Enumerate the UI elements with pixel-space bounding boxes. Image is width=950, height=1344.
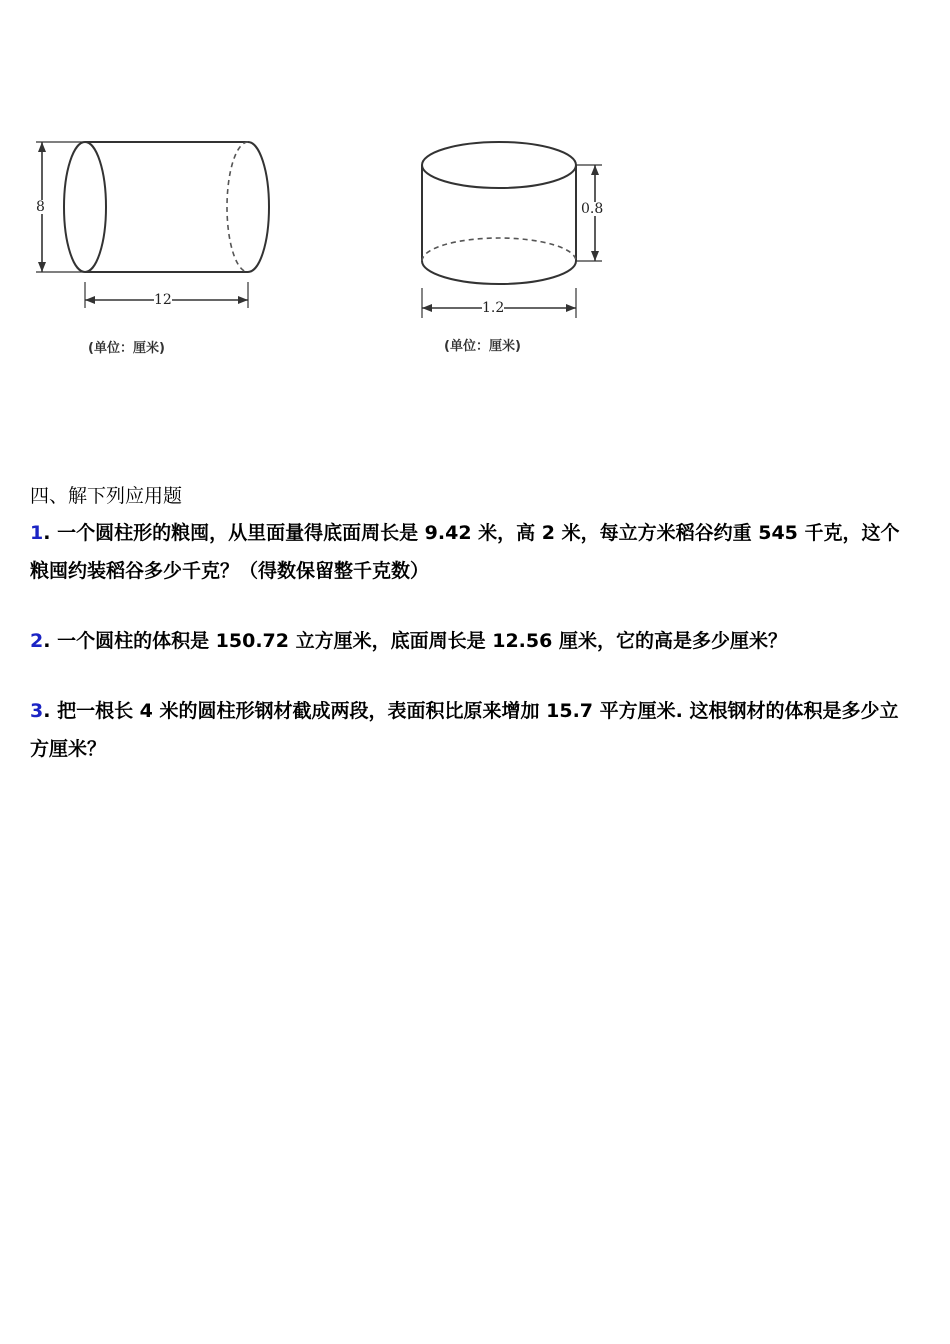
height-arrow-top [591, 165, 599, 175]
height-label: 8 [36, 199, 45, 215]
height-label: 0.8 [581, 201, 604, 217]
cylinder-right-face-hidden [227, 142, 248, 272]
problem-text: . 把一根长 4 米的圆柱形钢材截成两段，表面积比原来增加 15.7 平方厘米. 这根钢材的体积是多少立方厘米？ [30, 700, 899, 760]
problem-text: . 一个圆柱形的粮囤，从里面量得底面周长是 9.42 米，高 2 米，每立方米稻谷约重 545 千克，这个粮囤约装稻谷多少千克？（得数保留整千克数） [30, 522, 900, 582]
upright-cylinder-figure [410, 128, 640, 378]
application-problems-section [30, 478, 910, 768]
section-title: 四、解下列应用题 [30, 485, 183, 507]
length-label: 12 [154, 292, 172, 308]
diameter-label: 1.2 [482, 300, 505, 316]
diameter-arrow-left [422, 304, 432, 312]
problem-1 [30, 514, 910, 590]
cylinder-top-face [422, 142, 576, 188]
cylinder-left-face [64, 142, 106, 272]
problem-number: 2 [30, 630, 44, 652]
figures-area [0, 0, 950, 400]
height-arrow-bottom [591, 251, 599, 261]
unit-label: (单位：厘米) [88, 341, 165, 356]
length-arrow-right [238, 296, 248, 304]
cylinder-bottom-visible [422, 261, 576, 284]
problem-3 [30, 692, 910, 768]
length-arrow-left [85, 296, 95, 304]
cylinder-bottom-hidden [422, 238, 576, 261]
height-arrow-bottom [38, 262, 46, 272]
height-arrow-top [38, 142, 46, 152]
problem-number: 3 [30, 700, 44, 722]
problem-number: 1 [30, 522, 44, 544]
problem-2 [30, 622, 910, 660]
unit-label: (单位：厘米) [444, 339, 521, 354]
horizontal-cylinder-figure [30, 130, 290, 380]
problem-text: . 一个圆柱的体积是 150.72 立方厘米，底面周长是 12.56 厘米，它的高是多少厘米？ [43, 630, 787, 652]
cylinder-right-face-visible [248, 142, 269, 272]
diameter-arrow-right [566, 304, 576, 312]
